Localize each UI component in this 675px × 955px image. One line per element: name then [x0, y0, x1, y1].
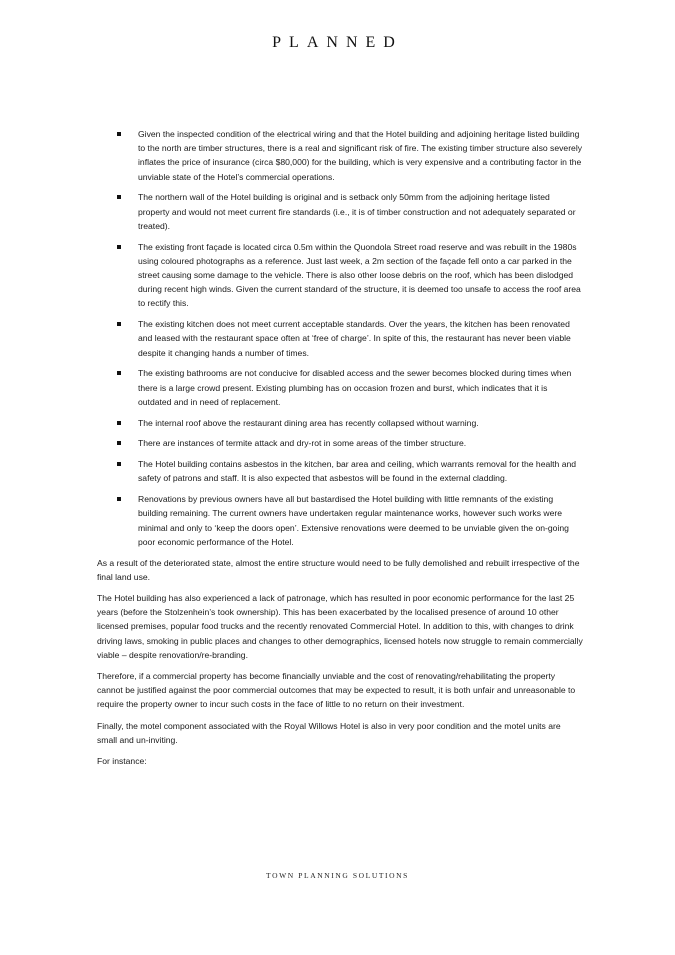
- bullet-icon: [117, 322, 121, 326]
- list-item: [97, 127, 583, 184]
- list-item: [97, 416, 583, 430]
- paragraph-unviable-property: Therefore, if a commercial property has become financially unviable and the cost of renovating/rehabilitating the property cannot be justified against the poor commercial outcomes that may be expected to result, it is both unfair and unreasonable to require the property owner to incur such costs in the face of little to no return on their investment.: [97, 671, 576, 710]
- header-brand: PLANNED: [272, 34, 403, 51]
- list-item: [97, 317, 583, 360]
- issue-list: [97, 127, 583, 549]
- paragraph-deteriorated-state: As a result of the deteriorated state, almost the entire structure would need to be fully demolished and rebuilt irrespective of the final land use.: [97, 557, 580, 582]
- footer-brand: TOWN PLANNING SOLUTIONS: [266, 871, 409, 880]
- bullet-icon: [117, 195, 121, 199]
- list-item-text: There are instances of termite attack and dry-rot in some areas of the timber structure.: [138, 438, 467, 449]
- list-item-text: The existing kitchen does not meet current acceptable standards. Over the years, the kitchen has been renovated and leased with the restaurant space often at ‘free of charge’. In spite of this, the restaurant has never been viable despite it changing hands a number of times.: [138, 319, 571, 358]
- list-item-text: The Hotel building contains asbestos in the kitchen, bar area and ceiling, which warrants removal for the health and safety of patrons and staff. It is also expected that asbestos will be found in the external cladding.: [138, 459, 577, 484]
- bullet-icon: [117, 421, 121, 425]
- list-item: [97, 457, 583, 485]
- paragraph-for-instance: For instance:: [97, 756, 147, 767]
- bullet-icon: [117, 462, 121, 466]
- bullet-icon: [117, 245, 121, 249]
- list-item: [97, 190, 583, 233]
- paragraph-patronage: The Hotel building has also experienced a lack of patronage, which has resulted in poor economic performance for the last 25 years (before the Stolzenhein’s took ownership). This has been exacerbated by the localised presence of around 10 other licensed premises, popular food trucks and the recently renovated Commercial Hotel. In addition to this, with changes to drink driving laws, smoking in public places and changes to other demographics, licensed hotels now struggle to remain commercially viable – despite renovation/re-branding.: [97, 593, 583, 660]
- list-item-text: The existing bathrooms are not conducive for disabled access and the sewer becomes blocked during times when there is a large crowd present. Existing plumbing has on occasion frozen and burst, which indicates that it is outdated and in need of replacement.: [138, 368, 572, 407]
- bullet-icon: [117, 441, 121, 445]
- bullet-icon: [117, 371, 121, 375]
- bullet-icon: [117, 497, 121, 501]
- list-item-text: The internal roof above the restaurant dining area has recently collapsed without warning.: [138, 417, 479, 428]
- paragraph-motel: Finally, the motel component associated with the Royal Willows Hotel is also in very poor condition and the motel units are small and un-inviting.: [97, 720, 561, 745]
- list-item: [97, 240, 583, 311]
- list-item: [97, 492, 583, 549]
- list-item: [97, 436, 583, 450]
- list-item-text: Given the inspected condition of the electrical wiring and that the Hotel building and adjoining heritage listed building to the north are timber structures, there is a real and significant risk of fire. The existing timber structure also severely inflates the price of insurance (circa $80,000) for the building, which is very expensive and a contributing factor in the unviable state of the Hotel’s commercial operations.: [138, 129, 583, 182]
- list-item-text: Renovations by previous owners have all but bastardised the Hotel building with little remnants of the existing building remaining. The current owners have undertaken regular maintenance works, however such works were minimal and only to ‘keep the doors open’. Extensive renovations were deemed to be unviable given the on-going poor economic performance of the Hotel.: [138, 494, 569, 547]
- document-body: [97, 127, 583, 775]
- list-item-text: The northern wall of the Hotel building is original and is setback only 50mm from the adjoining heritage listed property and would not meet current fire standards (i.e., it is of timber construction and not adequately separated or treated).: [138, 192, 576, 231]
- list-item-text: The existing front façade is located circa 0.5m within the Quondola Street road reserve and was rebuilt in the 1980s using coloured photographs as a reference. Just last week, a 2m section of the façade fell onto a car parked in the street causing some damage to the vehicle. There is also other loose debris on the roof, which has been dislodged during recent high winds. Given the current standard of the structure, it is deemed too unsafe to access the roof area to rectify this.: [138, 241, 581, 309]
- list-item: [97, 366, 583, 409]
- bullet-icon: [117, 132, 121, 136]
